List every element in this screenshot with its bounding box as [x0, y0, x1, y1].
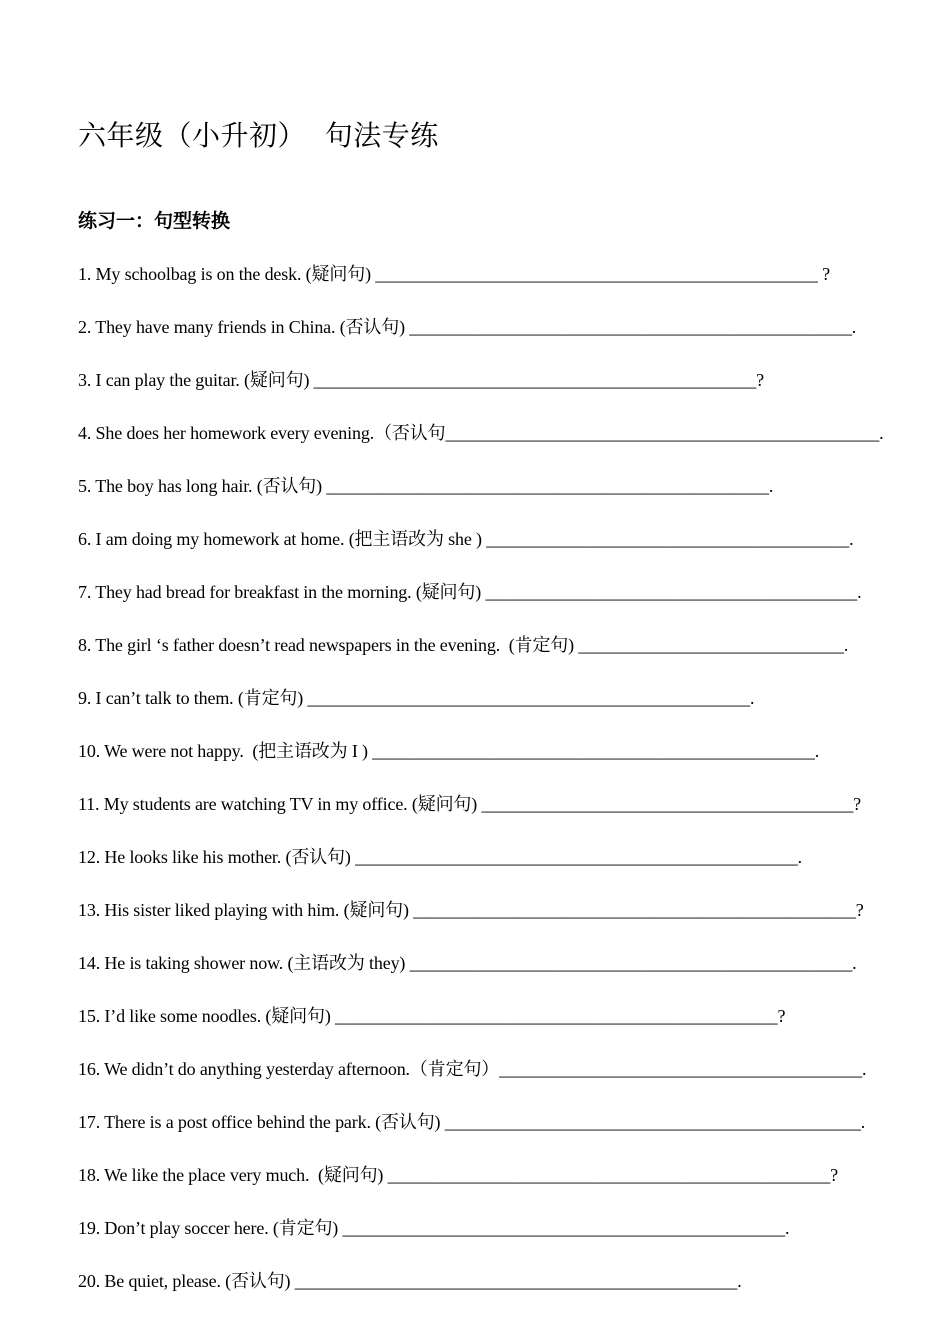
exercise-item-17: 17. There is a post office behind the park. (否认句) _______________________________________________.	[78, 1112, 866, 1132]
exercise-item-12: 12. He looks like his mother. (否认句) __________________________________________________.	[78, 847, 802, 867]
page-title: 六年级（小升初） 句法专练	[78, 119, 439, 152]
exercise-item-1: 1. My schoolbag is on the desk. (疑问句) __________________________________________________ ?	[78, 264, 830, 284]
exercise-item-8: 8. The girl ‘s father doesn’t read newspapers in the evening. (肯定句) ______________________________.	[78, 635, 849, 655]
exercise-item-13: 13. His sister liked playing with him. (疑问句) __________________________________________________?	[78, 900, 864, 920]
exercise-list	[78, 262, 883, 1322]
exercise-item-5: 5. The boy has long hair. (否认句) __________________________________________________.	[78, 476, 774, 496]
exercise-item-15: 15. I’d like some noodles. (疑问句) __________________________________________________?	[78, 1006, 786, 1026]
exercise-item-7: 7. They had bread for breakfast in the morning. (疑问句) __________________________________________.	[78, 582, 862, 602]
exercise-item-14: 14. He is taking shower now. (主语改为 they) __________________________________________________.	[78, 953, 857, 973]
exercise-item-19: 19. Don’t play soccer here. (肯定句) __________________________________________________.	[78, 1218, 790, 1238]
section-title: 练习一：句型转换	[78, 210, 231, 232]
exercise-item-16: 16. We didn’t do anything yesterday afternoon.（肯定句）_________________________________________.	[78, 1059, 867, 1079]
exercise-item-18: 18. We like the place very much. (疑问句) __________________________________________________?	[78, 1165, 838, 1185]
exercise-item-11: 11. My students are watching TV in my office. (疑问句) __________________________________________?	[78, 794, 862, 814]
exercise-item-10: 10. We were not happy. (把主语改为 I ) __________________________________________________.	[78, 741, 820, 761]
exercise-item-4: 4. She does her homework every evening.（否认句_________________________________________________.	[78, 423, 884, 443]
exercise-item-6: 6. I am doing my homework at home. (把主语改为 she ) _________________________________________.	[78, 529, 854, 549]
exercise-item-9: 9. I can’t talk to them. (肯定句) __________________________________________________.	[78, 688, 755, 708]
exercise-item-2: 2. They have many friends in China. (否认句) __________________________________________________.	[78, 317, 857, 337]
exercise-item-20: 20. Be quiet, please. (否认句) __________________________________________________.	[78, 1271, 742, 1291]
exercise-item-3: 3. I can play the guitar. (疑问句) __________________________________________________?	[78, 370, 764, 390]
